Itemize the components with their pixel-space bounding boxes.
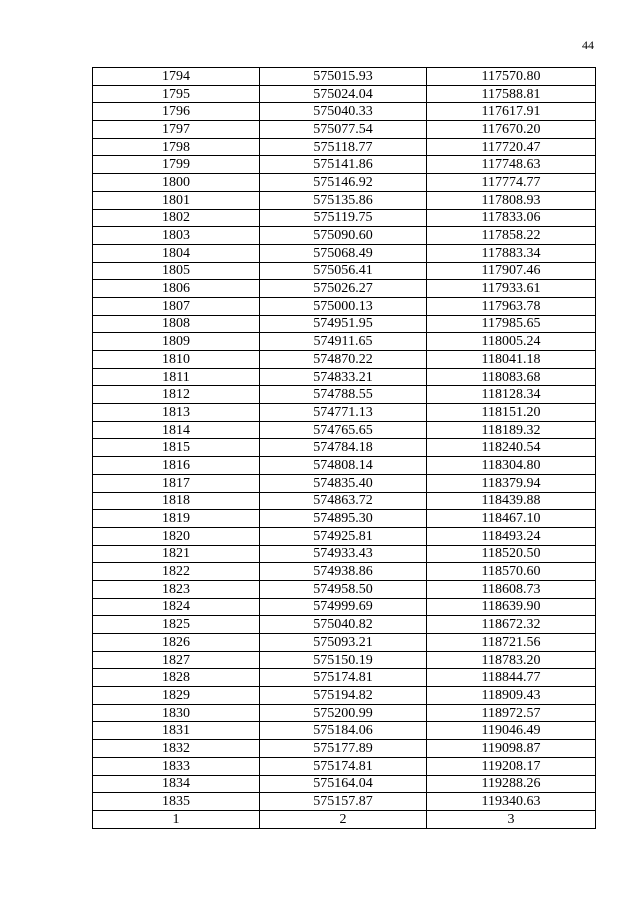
table-row bbox=[93, 280, 596, 298]
point-number-cell: 1799 bbox=[93, 156, 260, 174]
table-row bbox=[93, 651, 596, 669]
table-row bbox=[93, 439, 596, 457]
point-number-cell: 1816 bbox=[93, 457, 260, 475]
x-coordinate-cell: 575164.04 bbox=[260, 775, 427, 793]
y-coordinate-cell: 118909.43 bbox=[427, 687, 596, 705]
column-number-cell: 3 bbox=[427, 810, 596, 828]
table-row bbox=[93, 722, 596, 740]
table-row bbox=[93, 616, 596, 634]
table-row bbox=[93, 740, 596, 758]
table-row bbox=[93, 421, 596, 439]
y-coordinate-cell: 118672.32 bbox=[427, 616, 596, 634]
table-row bbox=[93, 368, 596, 386]
table-row bbox=[93, 315, 596, 333]
point-number-cell: 1795 bbox=[93, 85, 260, 103]
x-coordinate-cell: 574863.72 bbox=[260, 492, 427, 510]
table-row bbox=[93, 580, 596, 598]
x-coordinate-cell: 575177.89 bbox=[260, 740, 427, 758]
x-coordinate-cell: 574938.86 bbox=[260, 563, 427, 581]
x-coordinate-cell: 575135.86 bbox=[260, 191, 427, 209]
y-coordinate-cell: 117670.20 bbox=[427, 121, 596, 139]
point-number-cell: 1794 bbox=[93, 68, 260, 86]
point-number-cell: 1834 bbox=[93, 775, 260, 793]
table-row bbox=[93, 563, 596, 581]
x-coordinate-cell: 574771.13 bbox=[260, 404, 427, 422]
x-coordinate-cell: 575015.93 bbox=[260, 68, 427, 86]
x-coordinate-cell: 575194.82 bbox=[260, 687, 427, 705]
y-coordinate-cell: 119340.63 bbox=[427, 793, 596, 811]
table-row bbox=[93, 156, 596, 174]
table-row bbox=[93, 138, 596, 156]
y-coordinate-cell: 119046.49 bbox=[427, 722, 596, 740]
x-coordinate-cell: 575200.99 bbox=[260, 704, 427, 722]
x-coordinate-cell: 574870.22 bbox=[260, 351, 427, 369]
y-coordinate-cell: 118844.77 bbox=[427, 669, 596, 687]
point-number-cell: 1829 bbox=[93, 687, 260, 705]
point-number-cell: 1808 bbox=[93, 315, 260, 333]
table-row bbox=[93, 775, 596, 793]
point-number-cell: 1820 bbox=[93, 527, 260, 545]
x-coordinate-cell: 575040.33 bbox=[260, 103, 427, 121]
y-coordinate-cell: 118240.54 bbox=[427, 439, 596, 457]
y-coordinate-cell: 118128.34 bbox=[427, 386, 596, 404]
table-row bbox=[93, 510, 596, 528]
point-number-cell: 1835 bbox=[93, 793, 260, 811]
point-number-cell: 1825 bbox=[93, 616, 260, 634]
x-coordinate-cell: 575068.49 bbox=[260, 244, 427, 262]
x-coordinate-cell: 574951.95 bbox=[260, 315, 427, 333]
x-coordinate-cell: 574958.50 bbox=[260, 580, 427, 598]
x-coordinate-cell: 574788.55 bbox=[260, 386, 427, 404]
table-row bbox=[93, 85, 596, 103]
table-row bbox=[93, 333, 596, 351]
point-number-cell: 1810 bbox=[93, 351, 260, 369]
y-coordinate-cell: 118972.57 bbox=[427, 704, 596, 722]
y-coordinate-cell: 118189.32 bbox=[427, 421, 596, 439]
page-number: 44 bbox=[582, 38, 594, 52]
x-coordinate-cell: 574835.40 bbox=[260, 474, 427, 492]
x-coordinate-cell: 574765.65 bbox=[260, 421, 427, 439]
table-row bbox=[93, 757, 596, 775]
y-coordinate-cell: 119098.87 bbox=[427, 740, 596, 758]
point-number-cell: 1797 bbox=[93, 121, 260, 139]
y-coordinate-cell: 118467.10 bbox=[427, 510, 596, 528]
table-row bbox=[93, 227, 596, 245]
table-row bbox=[93, 209, 596, 227]
x-coordinate-cell: 575090.60 bbox=[260, 227, 427, 245]
point-number-cell: 1833 bbox=[93, 757, 260, 775]
table-row bbox=[93, 103, 596, 121]
point-number-cell: 1821 bbox=[93, 545, 260, 563]
table-row bbox=[93, 492, 596, 510]
point-number-cell: 1796 bbox=[93, 103, 260, 121]
x-coordinate-cell: 575077.54 bbox=[260, 121, 427, 139]
table-row bbox=[93, 793, 596, 811]
point-number-cell: 1813 bbox=[93, 404, 260, 422]
point-number-cell: 1819 bbox=[93, 510, 260, 528]
y-coordinate-cell: 118005.24 bbox=[427, 333, 596, 351]
y-coordinate-cell: 119288.26 bbox=[427, 775, 596, 793]
x-coordinate-cell: 575026.27 bbox=[260, 280, 427, 298]
table-row bbox=[93, 634, 596, 652]
table-body bbox=[93, 68, 596, 829]
table-row bbox=[93, 297, 596, 315]
y-coordinate-cell: 117883.34 bbox=[427, 244, 596, 262]
point-number-cell: 1811 bbox=[93, 368, 260, 386]
y-coordinate-cell: 117907.46 bbox=[427, 262, 596, 280]
y-coordinate-cell: 117858.22 bbox=[427, 227, 596, 245]
table-row bbox=[93, 244, 596, 262]
point-number-cell: 1822 bbox=[93, 563, 260, 581]
table-row bbox=[93, 474, 596, 492]
y-coordinate-cell: 117570.80 bbox=[427, 68, 596, 86]
point-number-cell: 1801 bbox=[93, 191, 260, 209]
point-number-cell: 1802 bbox=[93, 209, 260, 227]
y-coordinate-cell: 117588.81 bbox=[427, 85, 596, 103]
point-number-cell: 1827 bbox=[93, 651, 260, 669]
table-row bbox=[93, 527, 596, 545]
y-coordinate-cell: 117933.61 bbox=[427, 280, 596, 298]
point-number-cell: 1830 bbox=[93, 704, 260, 722]
point-number-cell: 1812 bbox=[93, 386, 260, 404]
point-number-cell: 1806 bbox=[93, 280, 260, 298]
x-coordinate-cell: 575024.04 bbox=[260, 85, 427, 103]
x-coordinate-cell: 574895.30 bbox=[260, 510, 427, 528]
column-number-row bbox=[93, 810, 596, 828]
table-row bbox=[93, 404, 596, 422]
point-number-cell: 1817 bbox=[93, 474, 260, 492]
y-coordinate-cell: 118439.88 bbox=[427, 492, 596, 510]
x-coordinate-cell: 574833.21 bbox=[260, 368, 427, 386]
x-coordinate-cell: 575141.86 bbox=[260, 156, 427, 174]
x-coordinate-cell: 575174.81 bbox=[260, 669, 427, 687]
table-row bbox=[93, 191, 596, 209]
y-coordinate-cell: 118041.18 bbox=[427, 351, 596, 369]
point-number-cell: 1824 bbox=[93, 598, 260, 616]
y-coordinate-cell: 117808.93 bbox=[427, 191, 596, 209]
y-coordinate-cell: 118520.50 bbox=[427, 545, 596, 563]
y-coordinate-cell: 118721.56 bbox=[427, 634, 596, 652]
x-coordinate-cell: 575146.92 bbox=[260, 174, 427, 192]
y-coordinate-cell: 117748.63 bbox=[427, 156, 596, 174]
table-row bbox=[93, 174, 596, 192]
table-row bbox=[93, 704, 596, 722]
point-number-cell: 1826 bbox=[93, 634, 260, 652]
x-coordinate-cell: 574784.18 bbox=[260, 439, 427, 457]
y-coordinate-cell: 118304.80 bbox=[427, 457, 596, 475]
point-number-cell: 1804 bbox=[93, 244, 260, 262]
column-number-cell: 2 bbox=[260, 810, 427, 828]
table-row bbox=[93, 386, 596, 404]
point-number-cell: 1809 bbox=[93, 333, 260, 351]
y-coordinate-cell: 117617.91 bbox=[427, 103, 596, 121]
y-coordinate-cell: 119208.17 bbox=[427, 757, 596, 775]
x-coordinate-cell: 575157.87 bbox=[260, 793, 427, 811]
table-row bbox=[93, 687, 596, 705]
x-coordinate-cell: 574808.14 bbox=[260, 457, 427, 475]
y-coordinate-cell: 118570.60 bbox=[427, 563, 596, 581]
table-row bbox=[93, 545, 596, 563]
x-coordinate-cell: 575174.81 bbox=[260, 757, 427, 775]
x-coordinate-cell: 575150.19 bbox=[260, 651, 427, 669]
y-coordinate-cell: 118608.73 bbox=[427, 580, 596, 598]
x-coordinate-cell: 575118.77 bbox=[260, 138, 427, 156]
point-number-cell: 1823 bbox=[93, 580, 260, 598]
table-row bbox=[93, 68, 596, 86]
y-coordinate-cell: 117774.77 bbox=[427, 174, 596, 192]
table-row bbox=[93, 351, 596, 369]
point-number-cell: 1831 bbox=[93, 722, 260, 740]
x-coordinate-cell: 575040.82 bbox=[260, 616, 427, 634]
coordinates-table bbox=[92, 67, 596, 829]
x-coordinate-cell: 575056.41 bbox=[260, 262, 427, 280]
y-coordinate-cell: 118493.24 bbox=[427, 527, 596, 545]
point-number-cell: 1800 bbox=[93, 174, 260, 192]
y-coordinate-cell: 118083.68 bbox=[427, 368, 596, 386]
point-number-cell: 1815 bbox=[93, 439, 260, 457]
y-coordinate-cell: 117963.78 bbox=[427, 297, 596, 315]
y-coordinate-cell: 117833.06 bbox=[427, 209, 596, 227]
y-coordinate-cell: 118151.20 bbox=[427, 404, 596, 422]
x-coordinate-cell: 575119.75 bbox=[260, 209, 427, 227]
table-row bbox=[93, 669, 596, 687]
x-coordinate-cell: 574925.81 bbox=[260, 527, 427, 545]
table-row bbox=[93, 598, 596, 616]
point-number-cell: 1798 bbox=[93, 138, 260, 156]
y-coordinate-cell: 118783.20 bbox=[427, 651, 596, 669]
point-number-cell: 1805 bbox=[93, 262, 260, 280]
x-coordinate-cell: 575000.13 bbox=[260, 297, 427, 315]
y-coordinate-cell: 117720.47 bbox=[427, 138, 596, 156]
x-coordinate-cell: 574911.65 bbox=[260, 333, 427, 351]
x-coordinate-cell: 574999.69 bbox=[260, 598, 427, 616]
x-coordinate-cell: 575093.21 bbox=[260, 634, 427, 652]
point-number-cell: 1807 bbox=[93, 297, 260, 315]
y-coordinate-cell: 117985.65 bbox=[427, 315, 596, 333]
point-number-cell: 1818 bbox=[93, 492, 260, 510]
point-number-cell: 1814 bbox=[93, 421, 260, 439]
table-row bbox=[93, 262, 596, 280]
table-row bbox=[93, 121, 596, 139]
point-number-cell: 1828 bbox=[93, 669, 260, 687]
x-coordinate-cell: 575184.06 bbox=[260, 722, 427, 740]
table-row bbox=[93, 457, 596, 475]
y-coordinate-cell: 118379.94 bbox=[427, 474, 596, 492]
x-coordinate-cell: 574933.43 bbox=[260, 545, 427, 563]
y-coordinate-cell: 118639.90 bbox=[427, 598, 596, 616]
column-number-cell: 1 bbox=[93, 810, 260, 828]
point-number-cell: 1803 bbox=[93, 227, 260, 245]
point-number-cell: 1832 bbox=[93, 740, 260, 758]
